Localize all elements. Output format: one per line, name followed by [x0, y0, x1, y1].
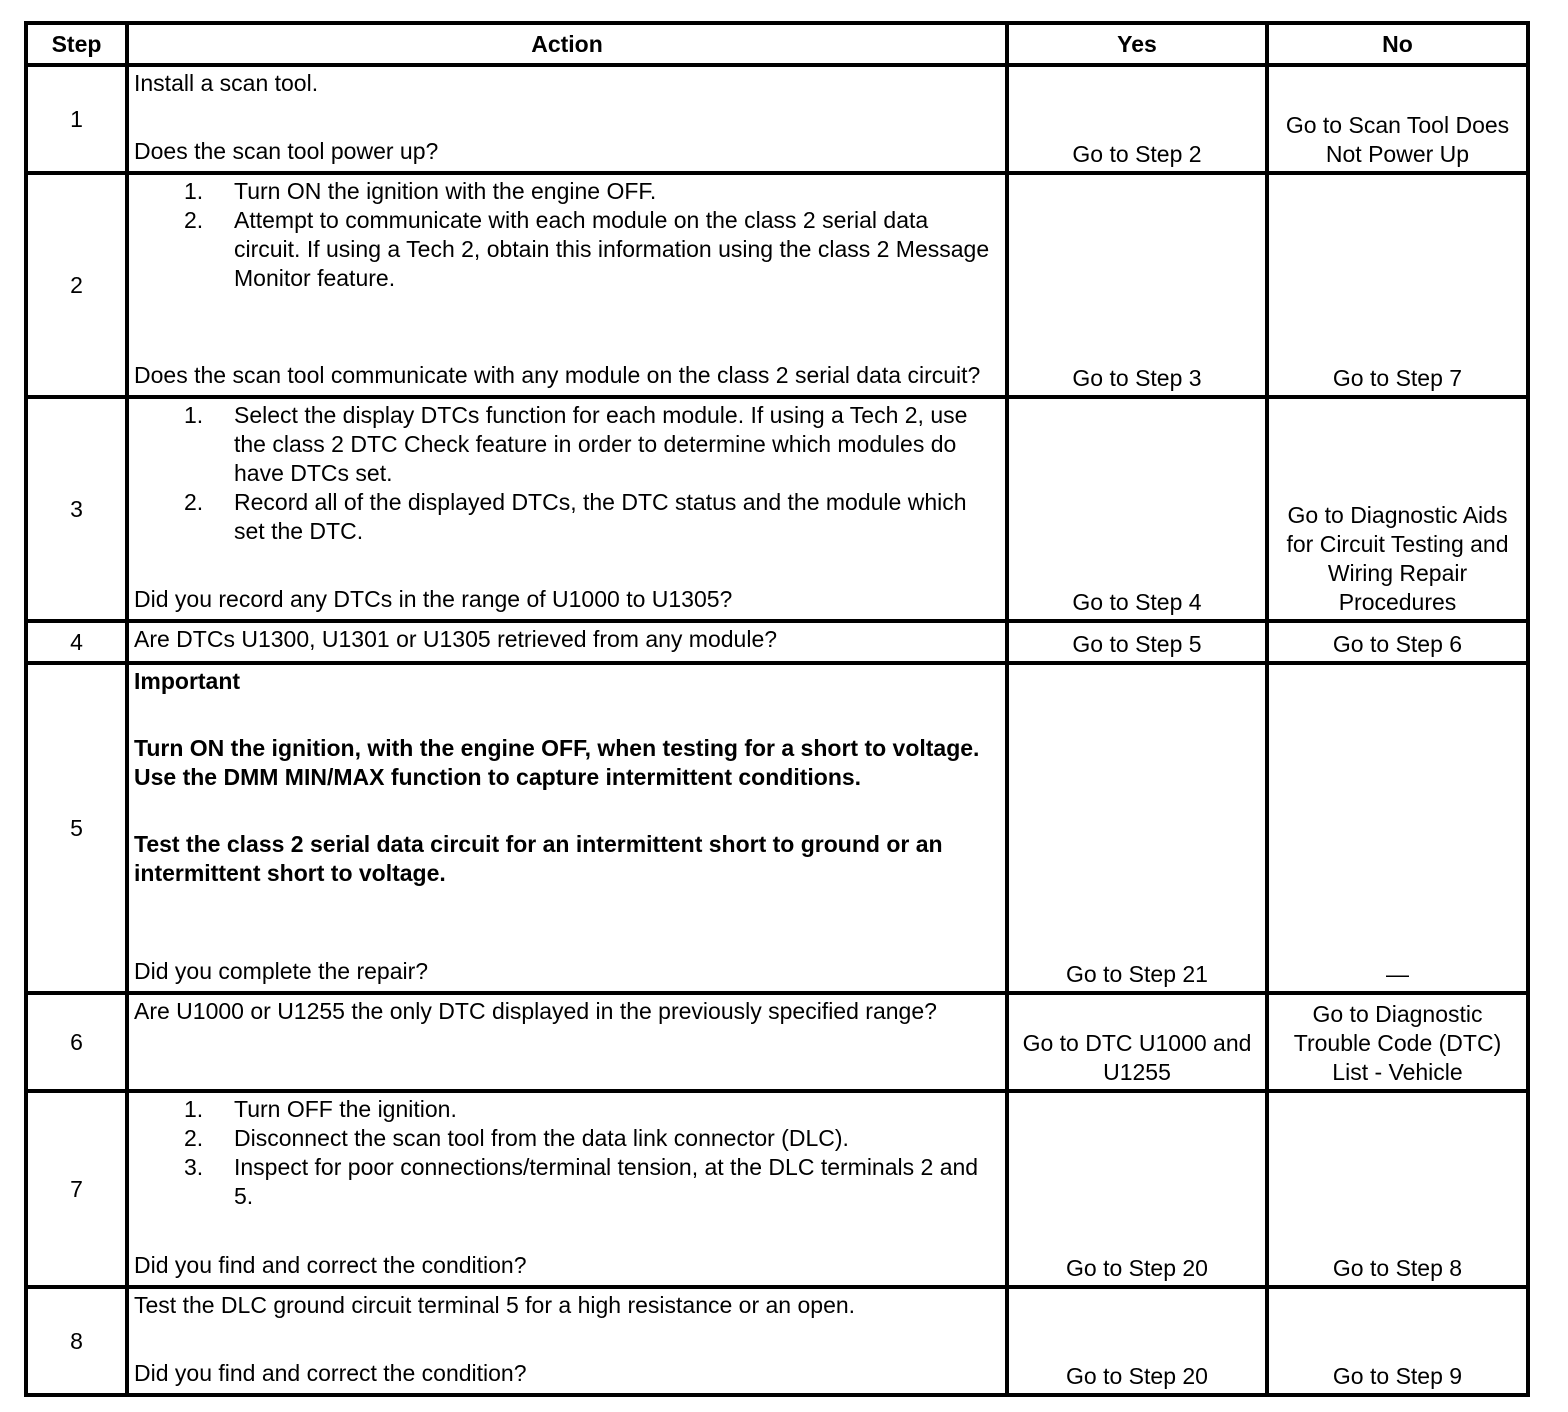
- action-question: Did you complete the repair?: [134, 958, 429, 984]
- action-question: Did you record any DTCs in the range of U1000 to U1305?: [134, 586, 733, 612]
- no-cell: Go to Scan Tool Does Not Power Up: [1267, 65, 1528, 173]
- header-row: [26, 23, 1528, 65]
- yes-cell: Go to Step 5: [1007, 621, 1267, 663]
- no-cell: Go to Step 8: [1267, 1091, 1528, 1287]
- action-cell: [127, 173, 1007, 397]
- step-number: 1: [26, 65, 127, 173]
- table-row: [26, 1091, 1528, 1287]
- list-item: 3. Inspect for poor connections/terminal tension, at the DLC terminals 2 and 5.: [184, 1154, 979, 1209]
- action-cell: [127, 65, 1007, 173]
- step-number: 8: [26, 1287, 127, 1395]
- table-row: [26, 1287, 1528, 1395]
- important-title: Important: [134, 668, 241, 694]
- action-question: Are U1000 or U1255 the only DTC displayed in the previously specified range?: [127, 993, 1007, 1091]
- action-question: Does the scan tool power up?: [134, 138, 439, 164]
- action-list: [134, 401, 1000, 546]
- list-item: 2. Attempt to communicate with each module on the class 2 serial data circuit. If using a Tech 2, obtain this information using the class 2 Message Monitor feature.: [184, 207, 990, 291]
- action-list: [134, 1095, 1000, 1211]
- table-row: [26, 993, 1528, 1091]
- header-action: Action: [127, 23, 1007, 65]
- action-cell: [127, 397, 1007, 621]
- action-intro: Test the DLC ground circuit terminal 5 for a high resistance or an open.: [134, 1292, 856, 1318]
- yes-cell: Go to DTC U1000 and U1255: [1007, 993, 1267, 1091]
- yes-cell: Go to Step 4: [1007, 397, 1267, 621]
- step-number: 5: [26, 663, 127, 993]
- action-question: Did you find and correct the condition?: [134, 1252, 527, 1278]
- list-item: 1. Turn ON the ignition with the engine OFF.: [184, 178, 657, 204]
- diagnostic-table: [24, 21, 1530, 1397]
- yes-cell: Go to Step 2: [1007, 65, 1267, 173]
- list-item: 2. Record all of the displayed DTCs, the DTC status and the module which set the DTC.: [184, 489, 967, 544]
- action-cell: [127, 1287, 1007, 1395]
- test-instruction: Test the class 2 serial data circuit for an intermittent short to ground or an intermittent short to voltage.: [134, 831, 943, 886]
- table-row: [26, 663, 1528, 993]
- yes-cell: Go to Step 3: [1007, 173, 1267, 397]
- action-list: [134, 177, 1000, 293]
- list-item: 2. Disconnect the scan tool from the data link connector (DLC).: [184, 1125, 849, 1151]
- table-row: [26, 173, 1528, 397]
- no-cell: Go to Step 9: [1267, 1287, 1528, 1395]
- yes-cell: Go to Step 20: [1007, 1091, 1267, 1287]
- action-question: Does the scan tool communicate with any module on the class 2 serial data circuit?: [134, 362, 981, 388]
- table-row: [26, 621, 1528, 663]
- no-cell: Go to Diagnostic Aids for Circuit Testing and Wiring Repair Procedures: [1267, 397, 1528, 621]
- step-number: 4: [26, 621, 127, 663]
- action-cell: [127, 663, 1007, 993]
- important-text: Turn ON the ignition, with the engine OFF, when testing for a short to voltage. Use the DMM MIN/MAX function to capture intermittent conditions.: [134, 735, 980, 790]
- no-cell: Go to Step 6: [1267, 621, 1528, 663]
- yes-cell: Go to Step 21: [1007, 663, 1267, 993]
- list-item: 1. Turn OFF the ignition.: [184, 1096, 457, 1122]
- action-question: Are DTCs U1300, U1301 or U1305 retrieved from any module?: [127, 621, 1007, 663]
- step-number: 3: [26, 397, 127, 621]
- no-cell: —: [1267, 663, 1528, 993]
- list-item: 1. Select the display DTCs function for each module. If using a Tech 2, use the class 2 DTC Check feature in order to determine which modules do have DTCs set.: [184, 402, 968, 486]
- table-row: [26, 65, 1528, 173]
- header-no: No: [1267, 23, 1528, 65]
- table-row: [26, 397, 1528, 621]
- header-yes: Yes: [1007, 23, 1267, 65]
- no-cell: Go to Diagnostic Trouble Code (DTC) List - Vehicle: [1267, 993, 1528, 1091]
- no-cell: Go to Step 7: [1267, 173, 1528, 397]
- action-intro: Install a scan tool.: [134, 70, 319, 96]
- step-number: 6: [26, 993, 127, 1091]
- step-number: 7: [26, 1091, 127, 1287]
- yes-cell: Go to Step 20: [1007, 1287, 1267, 1395]
- header-step: Step: [26, 23, 127, 65]
- step-number: 2: [26, 173, 127, 397]
- action-cell: [127, 1091, 1007, 1287]
- action-question: Did you find and correct the condition?: [134, 1360, 527, 1386]
